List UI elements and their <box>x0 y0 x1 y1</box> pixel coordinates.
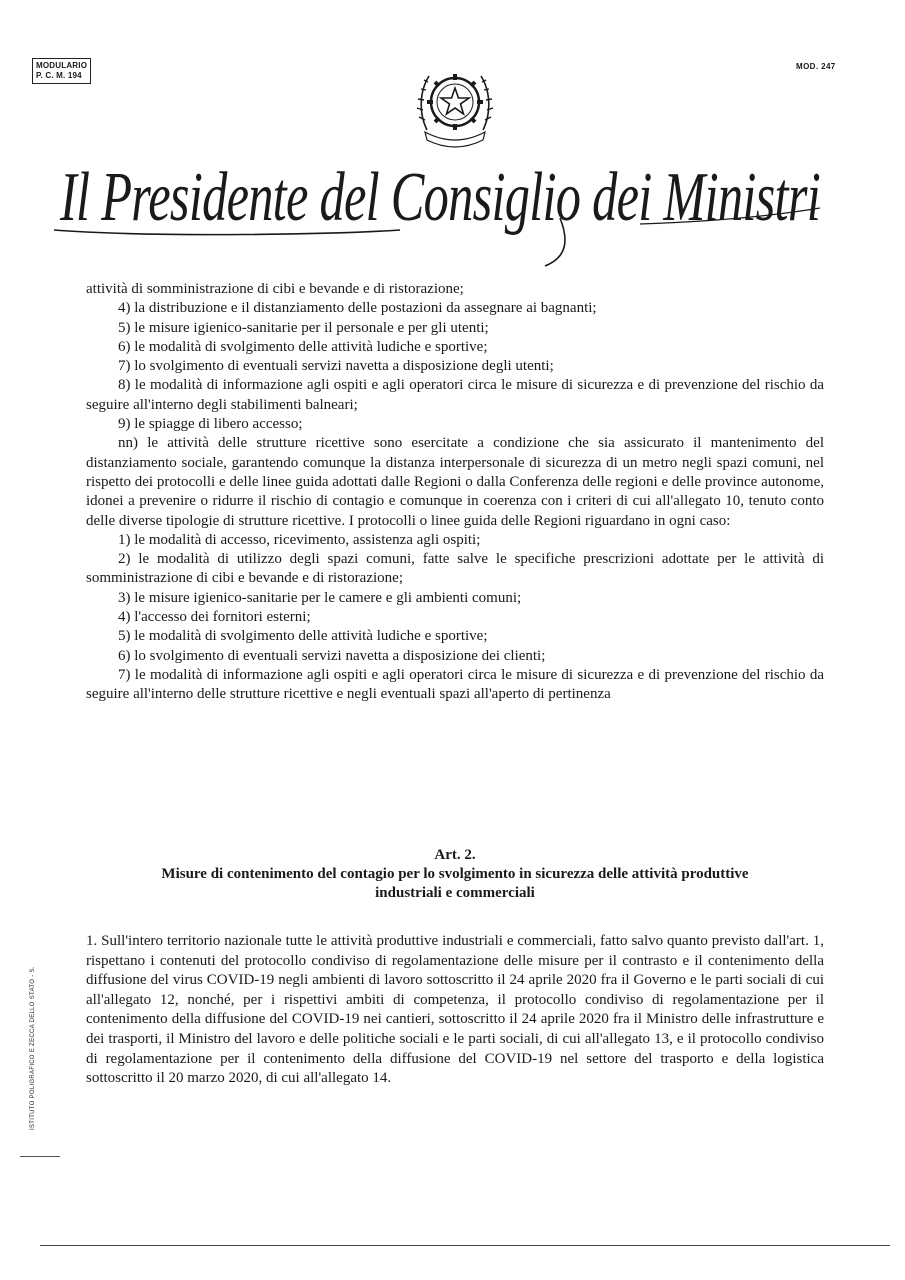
side-dash <box>20 1156 60 1157</box>
article-heading <box>86 846 824 903</box>
modulario-code: P. C. M. 194 <box>36 71 82 80</box>
article-title-line2: industriali e commerciali <box>375 885 535 901</box>
body-paragraph: 2) le modalità di utilizzo degli spazi comuni, fatte salve le specifiche prescrizioni adottate per le attività di somministrazione di cibi e bevande e di ristorazione; <box>86 551 824 587</box>
body-paragraph: 5) le misure igienico-sanitarie per il personale e per gli utenti; <box>118 319 489 336</box>
body-paragraph: attività di somministrazione di cibi e bevande e di ristorazione; <box>86 281 464 297</box>
modulario-box <box>32 58 91 84</box>
bottom-rule <box>40 1245 890 1246</box>
decree-body-text <box>86 280 824 705</box>
presidency-letterhead-script <box>40 138 840 273</box>
svg-text:Il Presidente del Consiglio de: Il Presidente del Consiglio dei Ministri <box>59 159 821 236</box>
side-imprint-text: ISTITUTO POLIGRAFICO E ZECCA DELLO STATO - S. <box>30 966 36 1130</box>
article-number: Art. 2. <box>434 847 476 863</box>
body-paragraph: 7) lo svolgimento di eventuali servizi navetta a disposizione degli utenti; <box>118 358 554 375</box>
article-paragraph: 1. Sull'intero territorio nazionale tutte le attività produttive industriali e commerciali, fatto salvo quanto previsto dall'art. 1, rispettano i contenuti del protocollo condiviso di regolamentazione delle misure per il contrasto e il contenimento della diffusione del virus COVID-19 negli ambienti di lavoro sottoscritto il 24 aprile 2020 fra il Governo e le parti sociali di cui all'allegato 12, nonché, per i rispettivi ambiti di competenza, il protocollo condiviso di regolamentazione per il contenimento della diffusione del COVID-19 nei cantieri, sottoscritto il 24 aprile 2020 fra il Ministro delle infrastrutture e dei trasporti, il Ministro del lavoro e delle politiche sociali e le parti sociali, di cui all'allegato 13, e il protocollo condiviso di regolamentazione per il contenimento della diffusione del COVID-19 nel settore del trasporto e della logistica sottoscritto il 20 marzo 2020, di cui all'allegato 14. <box>86 933 824 1087</box>
republic-emblem-icon <box>415 62 495 148</box>
body-paragraph: 6) lo svolgimento di eventuali servizi navetta a disposizione dei clienti; <box>118 647 546 664</box>
body-paragraph: 9) le spiagge di libero accesso; <box>118 416 303 433</box>
modulario-label: MODULARIO <box>36 61 88 70</box>
mod-number: MOD. 247 <box>796 62 836 71</box>
side-imprint <box>28 905 38 1135</box>
body-paragraph: 8) le modalità di informazione agli ospiti e agli operatori circa le misure di sicurezza e di prevenzione del rischio da seguire all'interno degli stabilimenti balneari; <box>86 377 824 413</box>
body-paragraph: 1) le modalità di accesso, ricevimento, assistenza agli ospiti; <box>118 531 481 548</box>
body-paragraph: 7) le modalità di informazione agli ospiti e agli operatori circa le misure di sicurezza e di prevenzione del rischio da seguire all'interno delle strutture ricettive e negli eventuali spazi all'aperto di pertinenza <box>86 666 824 703</box>
body-paragraph: 5) le modalità di svolgimento delle attività ludiche e sportive; <box>118 628 488 645</box>
article-paragraph-block <box>86 932 824 1089</box>
body-paragraph: 3) le misure igienico-sanitarie per le camere e gli ambienti comuni; <box>118 589 522 606</box>
body-paragraph: 4) l'accesso dei fornitori esterni; <box>118 609 311 626</box>
body-paragraph: 6) le modalità di svolgimento delle attività ludiche e sportive; <box>118 338 488 355</box>
body-paragraph: 4) la distribuzione e il distanziamento delle postazioni da assegnare ai bagnanti; <box>118 300 597 317</box>
article-title-line1: Misure di contenimento del contagio per lo svolgimento in sicurezza delle attività produttive <box>161 866 749 882</box>
body-paragraph: nn) le attività delle strutture ricettive sono esercitate a condizione che sia assicurato il mantenimento del distanziamento sociale, garantendo comunque la distanza interpersonale di sicurezza di un metro negli spazi comuni, nel rispetto dei protocolli e delle linee guida adottati dalle Regioni o dalla Conferenza delle regioni e delle province autonome, idonei a prevenire o ridurre il rischio di contagio e comunque in coerenza con i criteri di cui all'allegato 10, tenuto conto delle diverse tipologie di strutture ricettive. I protocolli o linee guida delle Regioni riguardano in ogni caso: <box>86 435 824 529</box>
